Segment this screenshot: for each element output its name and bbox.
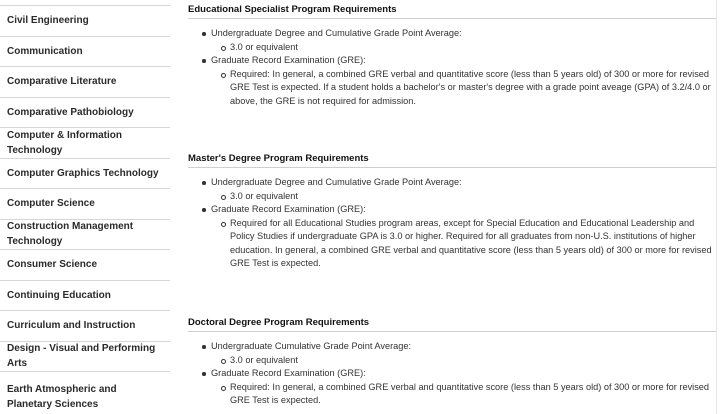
list-item [202, 340, 716, 367]
main-content [188, 0, 716, 414]
sidebar-item-curriculum-and-instruction[interactable]: Curriculum and Instruction [0, 311, 170, 342]
gpa-value: 3.0 or equivalent [221, 190, 716, 204]
gre-detail: Required for all Educational Studies program areas, except for Special Education and Educational Leadership and Policy Studies if undergraduate GPA is 3.0 or higher. Required for all graduates from non-U.S. institutions of higher education. In general, a combined GRE verbal and quantitative score (less than 5 years old) of 300 or more for revised GRE Test is expected. [221, 217, 716, 271]
gre-detail: Required: In general, a combined GRE verbal and quantitative score (less than 5 years old) of 300 or more for revised GRE Test is expected. If a student holds a bachelor's or master's degree with a grade point aveage (GPA) of 3.2/4.0 or above, the GRE is not required for admission. [221, 68, 716, 109]
requirements-list [188, 27, 716, 108]
gre-label: Graduate Record Examination (GRE): [211, 204, 366, 214]
specialist-requirements-section [188, 4, 716, 108]
sub-list [211, 68, 716, 109]
requirements-list [188, 340, 716, 408]
sidebar-item-earth-atmospheric-planetary-sciences[interactable]: Earth Atmospheric and Planetary Sciences [0, 372, 170, 414]
sidebar-item-construction-management-technology[interactable]: Construction Management Technology [0, 220, 170, 251]
sidebar-item-computer-graphics-technology[interactable]: Computer Graphics Technology [0, 159, 170, 190]
gpa-value: 3.0 or equivalent [221, 354, 716, 368]
sidebar-item-design-visual-performing-arts[interactable]: Design - Visual and Performing Arts [0, 342, 170, 373]
sidebar-item-continuing-education[interactable]: Continuing Education [0, 281, 170, 312]
sub-list [211, 381, 716, 408]
list-item [202, 27, 716, 54]
sidebar-item-computer-information-technology[interactable]: Computer & Information Technology [0, 128, 170, 159]
gpa-label: Undergraduate Degree and Cumulative Grade Point Average: [211, 177, 462, 187]
list-item [202, 176, 716, 203]
sub-list [211, 190, 716, 204]
sidebar-item-comparative-pathobiology[interactable]: Comparative Pathobiology [0, 98, 170, 129]
gpa-label: Undergraduate Cumulative Grade Point Average: [211, 341, 412, 351]
gre-label: Graduate Record Examination (GRE): [211, 55, 366, 65]
sidebar-item-civil-engineering[interactable]: Civil Engineering [0, 6, 170, 37]
sidebar-item-consumer-science[interactable]: Consumer Science [0, 250, 170, 281]
list-item [202, 203, 716, 271]
content-right-divider [716, 0, 717, 414]
gre-detail: Required: In general, a combined GRE verbal and quantitative score (less than 5 years old) of 300 or more for revised GRE Test is expected. [221, 381, 716, 408]
list-item [202, 54, 716, 108]
sidebar-item-computer-science[interactable]: Computer Science [0, 189, 170, 220]
sub-list [211, 354, 716, 368]
section-title: Master's Degree Program Requirements [188, 153, 716, 168]
masters-requirements-section [188, 153, 716, 271]
sub-list [211, 41, 716, 55]
sidebar-item-communication[interactable]: Communication [0, 37, 170, 68]
sidebar-nav [0, 0, 170, 414]
gre-label: Graduate Record Examination (GRE): [211, 368, 366, 378]
sidebar-item-comparative-literature[interactable]: Comparative Literature [0, 67, 170, 98]
section-title: Doctoral Degree Program Requirements [188, 317, 716, 332]
doctoral-requirements-section [188, 317, 716, 408]
gpa-value: 3.0 or equivalent [221, 41, 716, 55]
requirements-list [188, 176, 716, 271]
gpa-label: Undergraduate Degree and Cumulative Grade Point Average: [211, 28, 462, 38]
section-title: Educational Specialist Program Requirements [188, 4, 716, 19]
sub-list [211, 217, 716, 271]
list-item [202, 367, 716, 408]
